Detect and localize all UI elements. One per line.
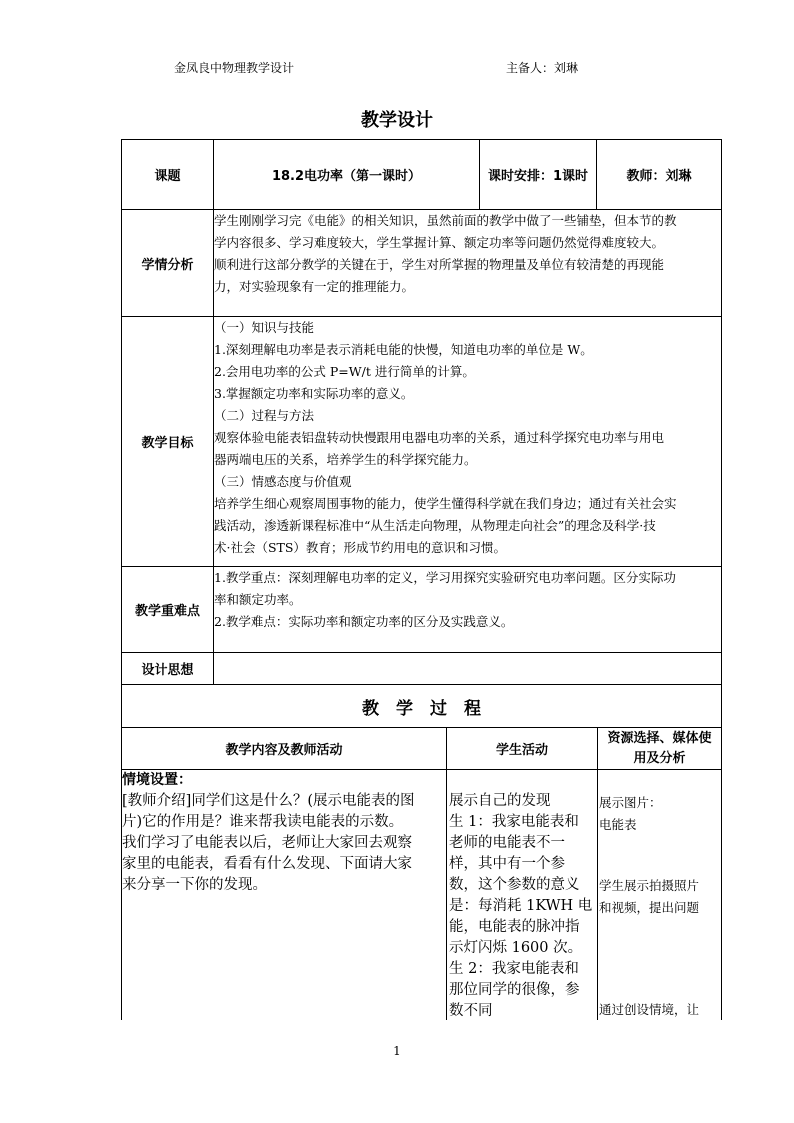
resource-text-3: 通过创设情境，让 [599,1002,700,1017]
goals-text: （一）知识与技能 1.深刻理解电功率是表示消耗电能的快慢，知道电功率的单位是 W。 2.会用电功率的公式 P=W/t 进行简单的计算。 3.掌握额定功率和实际功率的意义。 （二）过程与方法 观察体验电能表铝盘转动快慢跟用电器电功率的关系，通过科学探究电功率与用电 器两端电压的关系，培养学生的科学探究能力。 （三）情感态度与价值观 培养学生细心观察周围事物的能力，使学生懂得科学就在我们身边；通过有关社会实 践活动，渗透新课程标准中“从生活走向物理，从物理走向社会”的理念及科学·技 术·社会（STS）教育；形成节约用电的意识和习惯。 [214,320,677,555]
analysis-label: 学情分析 [141,257,194,273]
resource-text-2: 学生展示拍摄照片 和视频，提出问题 [599,878,700,915]
goals-label: 教学目标 [141,436,194,451]
header-left: 金凤良中物理教学设计 [174,61,295,75]
resource-text-1: 展示图片： 电能表 [599,795,662,832]
page-number: 1 [393,1044,401,1058]
scenario-content: 情境设置： [教师介绍]同学们这是什么？(展示电能表的图 片)它的作用是？谁来帮我读电能表的示数。 我们学习了电能表以后，老师让大家回去观察 家里的电能表，看看有什么发现、下面请大家 来分享一下你的发现。 [122,772,415,893]
header-right: 主备人：刘琳 [506,61,579,75]
design-label: 设计思想 [141,663,194,678]
topic-value: 18.2电功率（第一课时） [271,169,422,184]
schedule-label: 课时安排：1课时 [487,169,589,184]
scenario-heading: 情境设置： [122,772,192,788]
teacher-label: 教师：刘琳 [626,169,692,184]
keypoints-text: 1.教学重点：深刻理解电功率的定义，学习用探究实验研究电功率问题。区分实际功 率和额定功率。 2.教学难点：实际功率和额定功率的区分及实践意义。 [214,570,676,629]
column-header-resources: 资源选择、媒体使 用及分析 [607,730,712,766]
document-title: 教学设计 [361,110,433,131]
column-header-student: 学生活动 [495,743,548,758]
process-title: 教 学 过 程 [362,698,481,719]
student-activity: 展示自己的发现 生 1：我家电能表和 老师的电能表不一 样，其中有一个参 数，这个参数的意义 是：每消耗 1KWH 电 能，电能表的脉冲指 示灯闪烁 1600 次。 生 2：我家电能表和 那位同学的很像，参 数不同 [449,793,593,1019]
topic-label: 课题 [154,169,181,184]
keypoints-label: 教学重难点 [134,604,200,619]
analysis-text: 学生刚刚学习完《电能》的相关知识，虽然前面的教学中做了一些铺垫，但本节的教 学内容很多、学习难度较大，学生掌握计算、额定功率等问题仍然觉得难度较大。 顺利进行这部分教学的关键在于，学生对所掌握的物理量及单位有较清楚的再现能 力，对实验现象有一定的推理能力。 [214,213,677,294]
column-header-content: 教学内容及教师活动 [225,743,343,758]
